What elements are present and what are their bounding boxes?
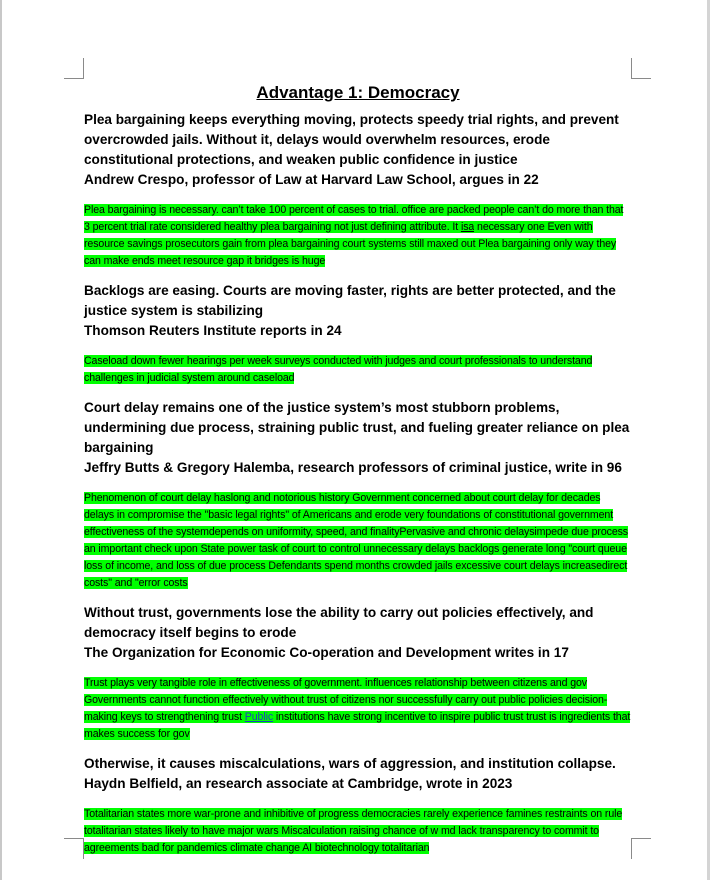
card-tag: Backlogs are easing. Courts are moving faster, rights are better protected, and the justice system is stabilizing [84, 283, 616, 318]
card-cite: Haydn Belfield, an research associate at Cambridge, wrote in 2023 [84, 776, 513, 791]
card-text [84, 202, 632, 270]
spellcheck-word: isa [460, 221, 475, 233]
card-tag: Court delay remains one of the justice system’s most stubborn problems, undermining due process, straining public trust, and fueling greater reliance on plea bargaining [84, 400, 630, 455]
evidence-card-4 [84, 603, 632, 743]
highlighted-text: institutions have strong incentive to inspire public trust trust is ingredients that makes success for gov [84, 711, 631, 740]
evidence-card-3 [84, 398, 632, 592]
card-cite: The Organization for Economic Co-operation and Development writes in 17 [84, 645, 569, 660]
evidence-card-1 [84, 110, 632, 270]
card-text [84, 353, 632, 387]
document-body[interactable] [84, 80, 632, 868]
card-text [84, 675, 632, 743]
card-tag: Otherwise, it causes miscalculations, wars of aggression, and institution collapse. [84, 756, 616, 771]
highlighted-text: Totalitarian states more war-prone and inhibitive of progress democracies rarely experience famines restraints on rule totalitarian states likely to have major wars Miscalculation raising chance of w md lack transparency to commit to agreements bad for pandemics climate change AI biotechnology totalitarian [84, 808, 623, 854]
card-cite: Jeffry Butts & Gregory Halemba, research professors of criminal justice, write in 96 [84, 460, 622, 475]
card-tag: Plea bargaining keeps everything moving, protects speedy trial rights, and prevent overcrowded jails. Without it, delays would overwhelm resources, erode constitutional protections, and weaken public confidence in justice [84, 112, 619, 167]
highlighted-text: necessary one Even with resource savings prosecutors gain from plea bargaining court systems still maxed out Plea bargaining only way they can make ends meet resource gap it bridges is huge [84, 221, 617, 267]
document-title: Advantage 1: Democracy [256, 83, 460, 102]
highlighted-text: Trust plays very tangible role in effectiveness of government. influences relationship between citizens and gov Governments cannot function effectively without trust of citizens nor successfully carry out public policies decision-making keys to strengthening trust [84, 677, 608, 723]
card-text [84, 490, 632, 592]
card-cite: Thomson Reuters Institute reports in 24 [84, 323, 342, 338]
card-cite: Andrew Crespo, professor of Law at Harvard Law School, argues in 22 [84, 172, 539, 187]
evidence-card-2 [84, 281, 632, 387]
margin-corner-bottom-left [64, 838, 84, 859]
page-edge-left [0, 0, 2, 880]
highlighted-text: Caseload down fewer hearings per week surveys conducted with judges and court professionals to understand challenges in judicial system around caseload [84, 355, 593, 384]
highlighted-text: Phenomenon of court delay haslong and notorious history Government concerned about court delay for decades delays in compromise the "basic legal rights" of Americans and erode very foundations of constitutional government effectiveness of the systemdepends on uniformity, speed, and finalityPervasive and chronic delaysimpede due process an important check upon State power task of court to control unnecessary delays backlogs generate long "court queue loss of income, and loss of due process Defendants spend months crowded jails excessive court delays increasedirect costs" and "error costs [84, 492, 629, 589]
margin-corner-top-left [64, 58, 84, 79]
card-tag: Without trust, governments lose the ability to carry out policies effectively, and democracy itself begins to erode [84, 605, 594, 640]
margin-corner-bottom-right [631, 838, 651, 859]
evidence-card-5 [84, 754, 632, 857]
hyperlink[interactable]: Public [244, 711, 274, 723]
card-text [84, 806, 632, 857]
highlighted-text: Plea bargaining is necessary. can’t take 100 percent of cases to trial. office are packed people can’t do more than that 3 percent trial rate considered healthy plea bargaining not just defining attribute. It [84, 204, 624, 233]
margin-corner-top-right [631, 58, 651, 79]
